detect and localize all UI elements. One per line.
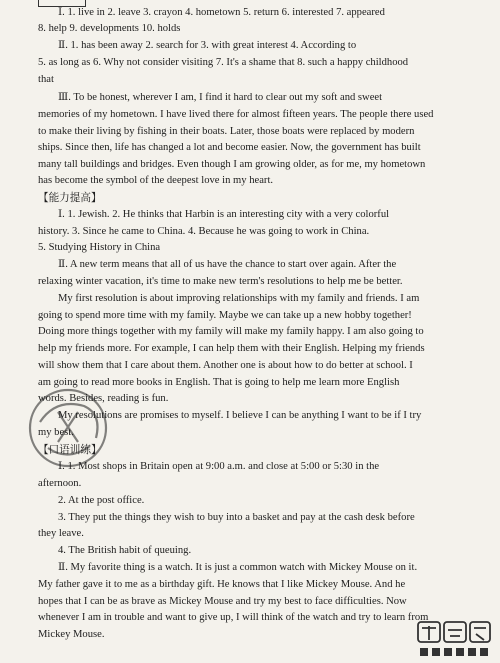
- essay-1-line: to make their living by fishing in their boats. Later, those boats were replaced by modern: [38, 126, 415, 137]
- oral-answers-line: 2. At the post office.: [58, 495, 145, 506]
- watermark-logo: [18, 378, 118, 478]
- oral-answers-line: 3. They put the things they wish to buy into a basket and pay at the cash desk before: [58, 512, 415, 523]
- reading-answers-line: history. 3. Since he came to China. 4. Because he was going to work in China.: [38, 226, 370, 237]
- essay-3-line: Ⅱ. My favorite thing is a watch. It is just a common watch with Mickey Mouse on it.: [58, 562, 418, 573]
- vocab-answers-line-1: Ⅰ. 1. live in 2. leave 3. crayon 4. hometown 5. return 6. interested 7. appeared: [58, 7, 385, 18]
- essay-1-line: Ⅲ. To be honest, wherever I am, I find it hard to clear out my soft and sweet: [58, 92, 383, 103]
- answer-site-stamp: [414, 618, 494, 662]
- essay-2-line: My first resolution is about improving relationships with my family and friends. I am: [58, 293, 420, 304]
- essay-3-line: hopes that I can be as brave as Mickey Mouse and try my best to face difficulties. Now: [38, 596, 407, 607]
- oral-answers-line: afternoon.: [38, 478, 82, 489]
- essay-2-line: words. Besides, reading is fun.: [38, 393, 169, 404]
- essay-2-line: relaxing winter vacation, it's time to make new term's resolutions to help me be better.: [38, 276, 403, 287]
- essay-2-line: going to spend more time with my family. Maybe we can take up a new hobby together!: [38, 310, 412, 321]
- section-heading-oral: 【口语训练】: [38, 444, 102, 456]
- essay-2-line: help my friends more. For example, I can help them with their English. Helping my friends: [38, 343, 425, 354]
- reading-answers-line: 5. Studying History in China: [38, 242, 161, 253]
- essay-2-line: My resolutions are promises to myself. I believe I can be anything I want to be if I try: [58, 410, 422, 421]
- essay-1-line: memories of my hometown. I have lived there for almost fifteen years. The people there used: [38, 109, 434, 120]
- phrase-answers-line-3: that: [38, 74, 54, 85]
- phrase-answers-line-1: Ⅱ. 1. has been away 2. search for 3. with great interest 4. According to: [58, 40, 357, 51]
- oral-answers-line: they leave.: [38, 528, 84, 539]
- phrase-answers-line-2: 5. as long as 6. Why not consider visiting 7. It's a shame that 8. such a happy childhood: [38, 57, 409, 68]
- oral-answers-line: 4. The British habit of queuing.: [58, 545, 192, 556]
- vocab-answers-line-2: 8. help 9. developments 10. holds: [38, 23, 181, 34]
- oral-answers-line: Ⅰ. 1. Most shops in Britain open at 9:00 a.m. and close at 5:00 or 5:30 in the: [58, 461, 380, 472]
- essay-2-line: am going to read more books in English. That is going to help me learn more English: [38, 377, 400, 388]
- essay-2-line: my best.: [38, 427, 74, 438]
- cropped-heading-box: [38, 0, 118, 4]
- essay-2-line: Doing more things together with my family will make my family happy. I am also going to: [38, 326, 424, 337]
- section-heading-ability: 【能力提高】: [38, 192, 102, 204]
- essay-2-line: Ⅱ. A new term means that all of us have the chance to start over again. After the: [58, 259, 397, 270]
- essay-3-line: Mickey Mouse.: [38, 629, 105, 640]
- essay-1-line: ships. Since then, life has changed a lot and become easier. Now, the government has built: [38, 142, 421, 153]
- essay-1-line: many tall buildings and bridges. Even though I am growing older, as for me, my hometown: [38, 159, 426, 170]
- essay-1-line: has become the symbol of the deepest love in my heart.: [38, 175, 274, 186]
- reading-answers-line: Ⅰ. 1. Jewish. 2. He thinks that Harbin is an interesting city with a very colorful: [58, 209, 390, 220]
- essay-3-line: whenever I am in trouble and want to give up, I will think of the watch and try to learn from: [38, 612, 429, 623]
- essay-2-line: will show them that I care about them. Another one is about how to do better at school. I: [38, 360, 413, 371]
- essay-3-line: My father gave it to me as a birthday gift. He knows that I like Mickey Mouse. And he: [38, 579, 406, 590]
